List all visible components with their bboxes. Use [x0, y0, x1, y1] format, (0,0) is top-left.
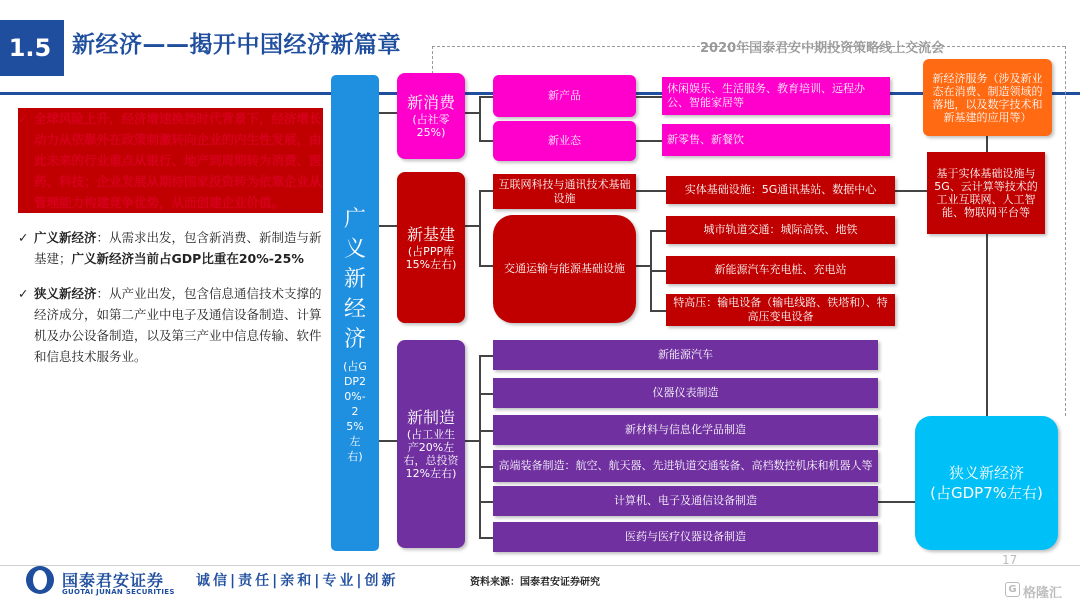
new-manufacturing-title: 新制造: [406, 408, 455, 427]
check-icon: ✓: [18, 230, 29, 245]
connector: [465, 440, 479, 442]
connector: [650, 230, 666, 232]
new-manufacturing-box: [397, 340, 465, 548]
connector: [895, 190, 927, 192]
connector: [479, 355, 493, 357]
new-product-box: 新产品: [493, 75, 636, 117]
charging-station-box: 新能源汽车充电桩、充电站: [666, 256, 895, 284]
mfg-item: 高端装备制造：航空、航天器、先进轨道交通装备、高档数控机床和机器人等: [493, 450, 878, 482]
summary-paragraph-2: [18, 227, 323, 269]
new-consumption-box: [397, 73, 465, 159]
conference-title: 2020年国泰君安中期投资策略线上交流会: [700, 41, 945, 56]
paragraph-body: [34, 227, 323, 269]
connector: [479, 96, 493, 98]
watermark-text: 格隆汇: [1023, 586, 1063, 601]
connector: [465, 112, 479, 114]
new-infrastructure-share: (占PPP库15%左右): [405, 244, 457, 271]
new-infrastructure-box: [397, 172, 465, 323]
connector: [636, 265, 650, 267]
section-number-badge: 1.5: [0, 20, 60, 76]
page-number: 17: [1002, 553, 1018, 567]
connector: [650, 270, 666, 272]
summary-paragraph-3: [18, 283, 323, 367]
connector: [379, 440, 397, 442]
connector: [379, 112, 397, 114]
connector: [986, 234, 988, 416]
narrow-new-economy-title: 狭义新经济: [948, 464, 1024, 482]
connector: [479, 190, 481, 265]
mfg-item: 新材料与信息化学品制造: [493, 415, 878, 445]
dashed-frame-top: [432, 46, 1065, 47]
internet-infrastructure-box: 互联网科技与通讯技术基础设施: [493, 174, 636, 209]
mfg-item: 仪器仪表制造: [493, 378, 878, 408]
connector: [986, 136, 988, 152]
connector: [379, 225, 397, 227]
connector: [479, 140, 493, 142]
watermark-icon: G: [1005, 582, 1020, 597]
check-icon: ✓: [18, 111, 29, 126]
summary-text: [18, 108, 323, 381]
broad-new-economy-box: [331, 75, 379, 551]
uhv-box: 特高压：输电设备（输电线路、铁塔和）、特高压变电设备: [666, 294, 895, 326]
page-title: 新经济——揭开中国经济新篇章: [72, 32, 401, 58]
broad-new-economy-share: (占GDP20%-25%左右): [343, 360, 367, 463]
mfg-item: 新能源汽车: [493, 340, 878, 370]
footer-divider: [0, 565, 1080, 566]
mfg-item: 计算机、电子及通信设备制造: [493, 486, 878, 516]
physical-infrastructure-box: 实体基础设施：5G通讯基站、数据中心: [666, 176, 895, 204]
term-broad: 广义新经济: [34, 230, 97, 245]
new-economy-service-box: 新经济服务（涉及新业态在消费、制造领域的落地，以及数字技术和新基建的应用等）: [923, 59, 1052, 136]
paragraph-text: ：从需求出发，包含新消费、新制造与新基建；: [34, 230, 322, 266]
company-name: 国泰君安证券: [62, 571, 165, 590]
broad-share: 广义新经济当前占GDP比重在20%-25%: [71, 251, 304, 266]
dashed-frame-right: [1065, 46, 1066, 416]
connector: [479, 265, 493, 267]
new-product-detail: 休闲娱乐、生活服务、教育培训、远程办公、智能家居等: [662, 77, 890, 115]
badge-accent-bar: [60, 20, 64, 76]
narrow-new-economy-share: (占GDP7%左右): [930, 484, 1043, 502]
company-motto: 诚信|责任|亲和|专业|创新: [196, 573, 399, 589]
connector: [479, 466, 493, 468]
term-narrow: 狭义新经济: [34, 286, 97, 301]
broad-new-economy-title: 广义新经济: [343, 207, 366, 352]
new-manufacturing-share: (占工业生产20%左右，总投资12%左右): [403, 428, 459, 480]
connector: [479, 501, 493, 503]
paragraph-text: 全球风险上升，经济增速换挡时代背景下，经济增长动力从依靠外在政策刺激转向企业的内生性发展，由此未来的行业重点从银行、地产到周期转为消费、医药、科技；企业发展从期待国家投资转为依靠企业从管理能力构建竞争优势，从而创建企业价值。: [34, 111, 322, 210]
connector: [636, 96, 662, 98]
connector: [479, 355, 481, 537]
data-source: 资料来源：国泰君安证券研究: [470, 577, 600, 588]
mfg-item: 医药与医疗仪器设备制造: [493, 522, 878, 552]
paragraph-body: [34, 283, 323, 367]
company-logo-mark: [33, 570, 47, 590]
check-icon: ✓: [18, 286, 29, 301]
rail-transit-box: 城市轨道交通：城际高铁、地铁: [666, 216, 895, 244]
dashed-frame-left: [432, 46, 433, 74]
industrial-internet-box: 基于实体基础设施与5G、云计算等技术的工业互联网、人工智能、物联网平台等: [927, 152, 1045, 234]
narrow-new-economy-box: [915, 416, 1058, 550]
connector: [878, 501, 915, 503]
new-format-detail: 新零售、新餐饮: [662, 124, 890, 156]
connector: [479, 190, 493, 192]
connector: [479, 537, 493, 539]
new-format-box: 新业态: [493, 121, 636, 161]
connector: [636, 190, 666, 192]
new-infrastructure-title: 新基建: [406, 224, 455, 244]
transport-energy-box: 交通运输与能源基础设施: [493, 215, 636, 323]
connector: [636, 140, 662, 142]
summary-paragraph-1: [18, 108, 323, 213]
new-consumption-title: 新消费: [406, 93, 455, 112]
connector: [479, 430, 493, 432]
company-name-en: GUOTAI JUNAN SECURITIES: [62, 588, 175, 596]
connector: [650, 310, 666, 312]
connector: [479, 393, 493, 395]
connector: [479, 96, 481, 140]
connector: [465, 225, 479, 227]
new-consumption-share: (占社零25%): [412, 113, 450, 139]
paragraph-text: ：从产业出发，包含信息通信技术支撑的经济成分，如第二产业中电子及通信设备制造、计算机及办公设备制造，以及第三产业中信息传输、软件和信息技术服务业。: [34, 286, 322, 364]
